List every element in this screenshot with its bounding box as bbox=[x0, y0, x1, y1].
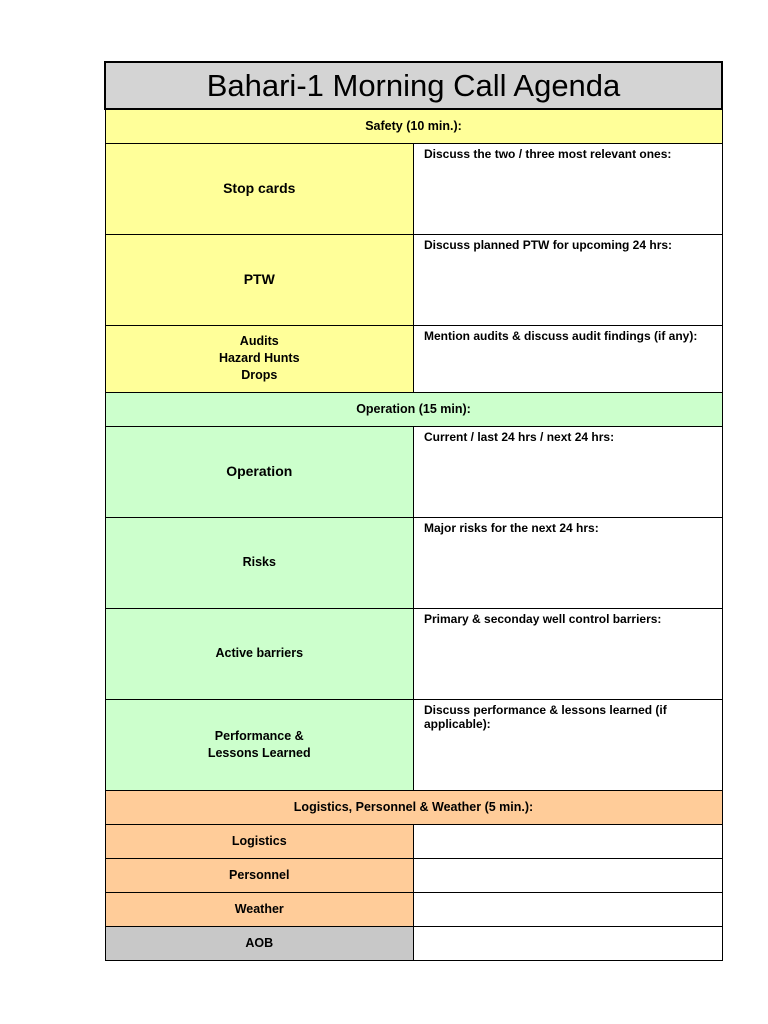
notes-field-logistics[interactable] bbox=[414, 824, 723, 858]
prompt-operation: Current / last 24 hrs / next 24 hrs: bbox=[424, 429, 615, 444]
notes-field-active-barriers[interactable] bbox=[414, 608, 723, 699]
notes-field-ptw[interactable] bbox=[414, 234, 723, 325]
prompt-risks: Major risks for the next 24 hrs: bbox=[424, 520, 599, 535]
row-label-risks: Risks bbox=[105, 517, 414, 608]
notes-field-aob[interactable] bbox=[414, 926, 723, 960]
row-label-audits: Audits Hazard Hunts Drops bbox=[105, 325, 414, 392]
notes-field-audits[interactable] bbox=[414, 325, 723, 392]
notes-field-performance[interactable] bbox=[414, 699, 723, 790]
prompt-audits: Mention audits & discuss audit findings (if any): bbox=[424, 328, 698, 343]
row-label-performance: Performance & Lessons Learned bbox=[105, 699, 414, 790]
operation-section-heading: Operation (15 min): bbox=[105, 392, 722, 426]
row-label-aob: AOB bbox=[105, 926, 414, 960]
prompt-active-barriers: Primary & seconday well control barriers: bbox=[424, 611, 662, 626]
row-label-active-barriers: Active barriers bbox=[105, 608, 414, 699]
logistics-section-heading: Logistics, Personnel & Weather (5 min.): bbox=[105, 790, 722, 824]
notes-field-risks[interactable] bbox=[414, 517, 723, 608]
agenda-table bbox=[104, 61, 723, 961]
prompt-performance: Discuss performance & lessons learned (if applicable): bbox=[424, 702, 667, 731]
prompt-ptw: Discuss planned PTW for upcoming 24 hrs: bbox=[424, 237, 673, 252]
notes-field-personnel[interactable] bbox=[414, 858, 723, 892]
row-label-logistics: Logistics bbox=[105, 824, 414, 858]
safety-section-heading: Safety (10 min.): bbox=[105, 109, 722, 143]
page-title: Bahari-1 Morning Call Agenda bbox=[105, 62, 722, 109]
prompt-stop-cards: Discuss the two / three most relevant ones: bbox=[424, 146, 672, 161]
row-label-operation: Operation bbox=[105, 426, 414, 517]
notes-field-operation[interactable] bbox=[414, 426, 723, 517]
notes-field-weather[interactable] bbox=[414, 892, 723, 926]
notes-field-stop-cards[interactable] bbox=[414, 143, 723, 234]
row-label-personnel: Personnel bbox=[105, 858, 414, 892]
row-label-ptw: PTW bbox=[105, 234, 414, 325]
row-label-weather: Weather bbox=[105, 892, 414, 926]
row-label-stop-cards: Stop cards bbox=[105, 143, 414, 234]
